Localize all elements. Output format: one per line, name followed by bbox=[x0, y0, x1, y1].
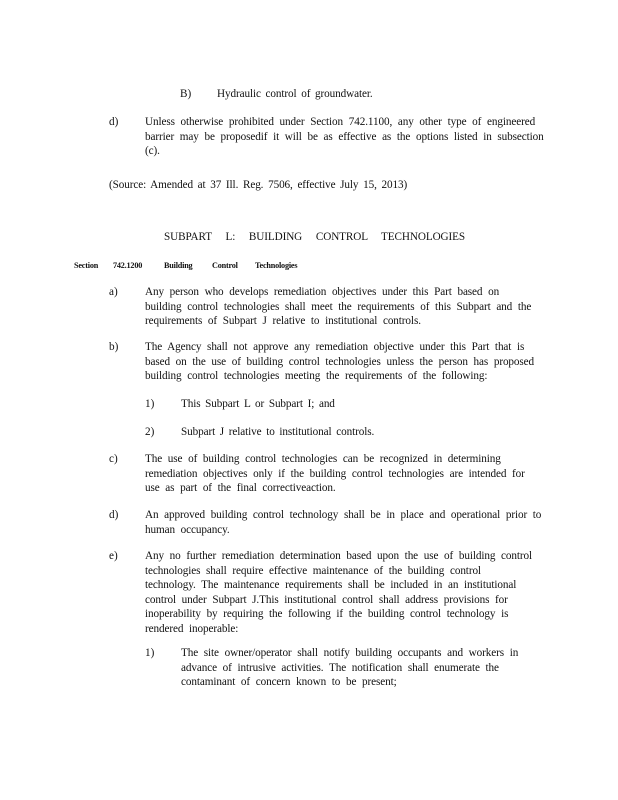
item-b2-1-label: 1) bbox=[145, 398, 155, 410]
subpart-heading: SUBPART L: BUILDING CONTROL TECHNOLOGIES bbox=[164, 231, 466, 243]
item-b-label: B) bbox=[180, 88, 192, 100]
paragraph-line: technology. The maintenance requirements shall be included in an institutional bbox=[145, 579, 517, 591]
item-d1-label: d) bbox=[109, 116, 119, 128]
paragraph-line: barrier may be proposedif it will be as effective as the options listed in subsection bbox=[145, 130, 544, 143]
paragraph-line: The Agency shall not approve any remediation objective under this Part that is bbox=[145, 341, 525, 353]
paragraph-line: (c). bbox=[145, 145, 160, 157]
section-label: Section bbox=[74, 261, 99, 270]
paragraph-line: technologies shall require effective maintenance of the building control bbox=[145, 564, 481, 577]
item-a-paragraph bbox=[145, 285, 531, 329]
paragraph-line: Any person who develops remediation objectives under this Part based on bbox=[145, 286, 500, 298]
item-e-paragraph bbox=[145, 549, 532, 636]
item-b2-paragraph bbox=[145, 340, 534, 384]
section-number: 742.1200 bbox=[113, 261, 143, 270]
item-e-label: e) bbox=[109, 550, 118, 562]
item-b2-1-text: This Subpart L or Subpart I; and bbox=[181, 398, 335, 410]
item-e1-label: 1) bbox=[145, 647, 155, 659]
paragraph-line: control under Subpart J.This institutional control shall address provisions for bbox=[145, 593, 508, 606]
item-b2-2-label: 2) bbox=[145, 426, 155, 438]
paragraph-line: Unless otherwise prohibited under Section 742.1100, any other type of engineered bbox=[145, 116, 536, 128]
paragraph-line: remediation objectives only if the building control technologies are intended for bbox=[145, 467, 525, 480]
paragraph-line: rendered inoperable: bbox=[145, 622, 239, 635]
item-b2-label: b) bbox=[109, 341, 119, 353]
paragraph-line: requirements of Subpart J relative to institutional controls. bbox=[145, 315, 421, 327]
paragraph-line: human occupancy. bbox=[145, 523, 230, 536]
paragraph-line: building control technologies shall meet the requirements of this Subpart and the bbox=[145, 300, 532, 313]
section-title-word: Technologies bbox=[255, 261, 298, 270]
item-a-label: a) bbox=[109, 286, 118, 298]
item-c-label: c) bbox=[109, 453, 118, 465]
paragraph-line: use as part of the final correctiveaction. bbox=[145, 482, 336, 494]
item-c-paragraph bbox=[145, 452, 525, 496]
source-note: (Source: Amended at 37 Ill. Reg. 7506, effective July 15, 2013) bbox=[109, 179, 408, 191]
paragraph-line: building control technologies meeting the requirements of the following: bbox=[145, 370, 488, 382]
paragraph-line: An approved building control technology shall be in place and operational prior to bbox=[145, 509, 542, 521]
item-e1-paragraph bbox=[181, 646, 518, 690]
paragraph-line: contaminant of concern known to be present; bbox=[181, 676, 397, 688]
item-d2-label: d) bbox=[109, 509, 119, 521]
paragraph-line: The use of building control technologies can be recognized in determining bbox=[145, 453, 501, 465]
item-b-text: Hydraulic control of groundwater. bbox=[217, 88, 373, 100]
paragraph-line: advance of intrusive activities. The notification shall enumerate the bbox=[181, 661, 499, 674]
section-title-word: Control bbox=[212, 261, 238, 270]
paragraph-line: Any no further remediation determination based upon the use of building control bbox=[145, 550, 533, 562]
item-d1-paragraph bbox=[145, 115, 544, 159]
paragraph-line: The site owner/operator shall notify building occupants and workers in bbox=[181, 647, 519, 659]
paragraph-line: based on the use of building control technologies unless the person has proposed bbox=[145, 355, 535, 368]
paragraph-line: inoperability by requiring the following if the building control technology is bbox=[145, 608, 509, 620]
item-d2-paragraph bbox=[145, 508, 541, 537]
section-title-word: Building bbox=[164, 261, 193, 270]
item-b2-2-text: Subpart J relative to institutional controls. bbox=[181, 426, 375, 438]
